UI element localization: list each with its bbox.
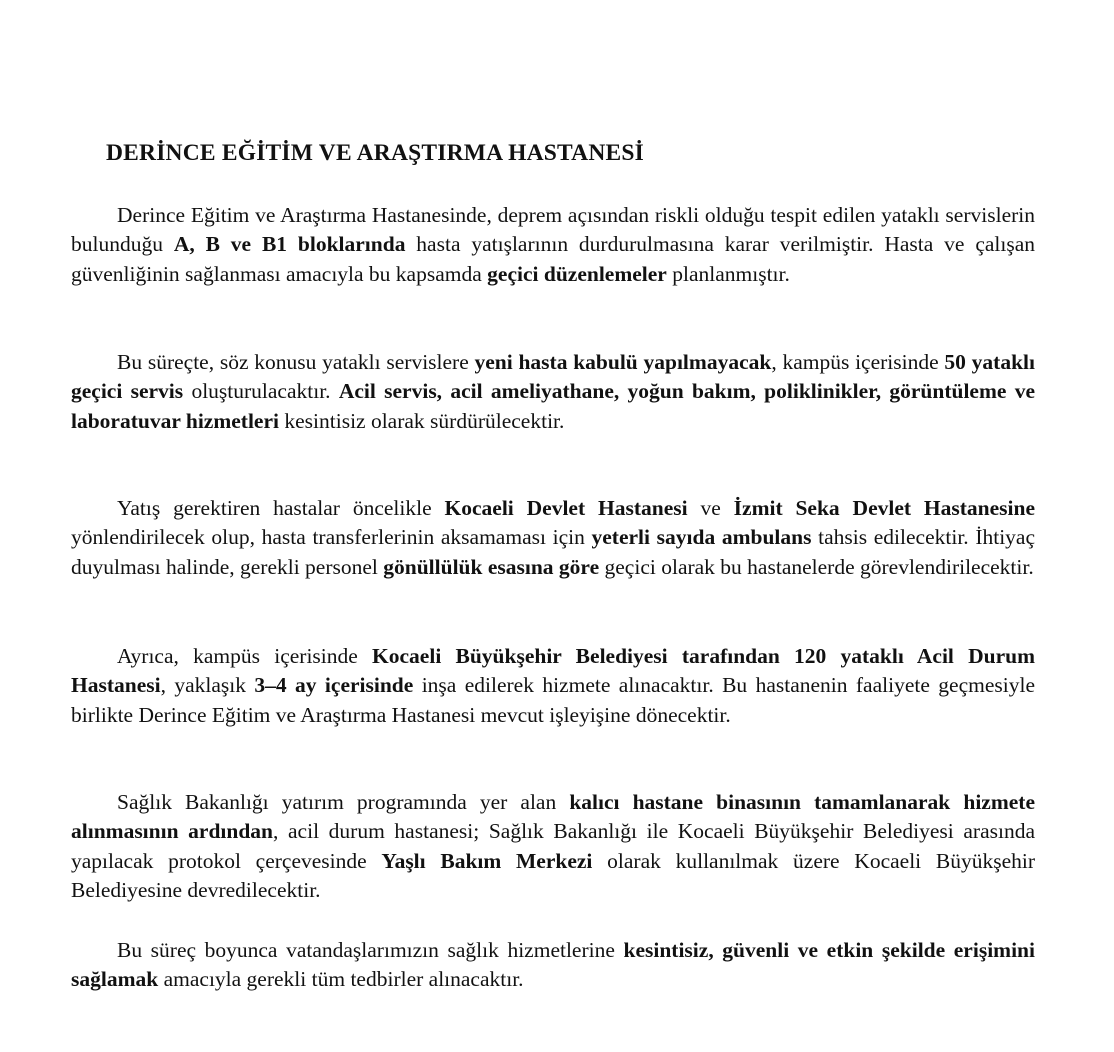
- text-run: , kampüs içerisinde: [771, 350, 945, 374]
- bold-text-run: Acil servis, acil ameliyathane, yoğun bakım, poliklinikler, görüntüleme ve laboratuvar hizmetleri: [71, 379, 1035, 433]
- text-run: oluşturulacaktır.: [183, 379, 339, 404]
- bold-text-run: gönüllülük esasına göre: [383, 554, 600, 579]
- text-run: Yatış gerektiren hastalar öncelikle: [117, 496, 445, 520]
- bold-text-run: yeni hasta kabulü yapılmayacak: [474, 350, 772, 374]
- bold-text-run: yeterli sayıda ambulans: [591, 525, 812, 550]
- bold-text-run: kalıcı hastane binasının tamamlanarak hizmete alınmasının ardından: [71, 790, 1035, 844]
- text-run: Sağlık Bakanlığı yatırım programında yer alan: [117, 790, 570, 814]
- text-run: Ayrıca, kampüs içerisinde: [117, 644, 373, 668]
- bold-text-run: 50 yataklı geçici servis: [71, 350, 1035, 404]
- paragraph-1: [71, 201, 1035, 289]
- text-run: kesintisiz olarak sürdürülecektir.: [279, 408, 565, 433]
- text-run: amacıyla gerekli tüm tedbirler alınacaktır.: [158, 967, 524, 992]
- text-run: ve: [687, 496, 734, 520]
- paragraph-6: [71, 936, 1035, 995]
- text-run: geçici olarak bu hastanelerde görevlendirilecektir.: [599, 554, 1034, 579]
- text-run: , acil durum hastanesi; Sağlık Bakanlığı ile Kocaeli Büyükşehir Belediyesi arasında yapılacak protokol çerçevesinde: [71, 819, 1035, 873]
- text-run: hasta yatışlarının durdurulmasına karar verilmiştir. Hasta ve çalışan güvenliğinin sağlanması amacıyla bu kapsamda: [71, 232, 1036, 286]
- text-run: Bu süreç boyunca vatandaşlarımızın sağlık hizmetlerine: [117, 938, 624, 962]
- bold-text-run: Kocaeli Devlet Hastanesi: [444, 496, 688, 520]
- bold-text-run: İzmit Seka Devlet Hastanesine: [733, 496, 1036, 520]
- text-run: Derince Eğitim ve Araştırma Hastanesinde, deprem açısından riskli olduğu tespit edilen yataklı servislerin bulunduğu: [71, 203, 1035, 257]
- paragraph-2: [71, 348, 1035, 436]
- text-run: yönlendirilecek olup, hasta transferlerinin aksamaması için: [71, 525, 592, 550]
- text-run: tahsis edilecektir. İhtiyaç duyulması halinde, gerekli personel: [71, 525, 1036, 579]
- text-run: olarak kullanılmak üzere Kocaeli Büyükşehir Belediyesine devredilecektir.: [71, 848, 1035, 902]
- paragraph-3: [71, 494, 1035, 582]
- bold-text-run: Kocaeli Büyükşehir Belediyesi tarafından 120 yataklı Acil Durum Hastanesi: [71, 644, 1036, 698]
- paragraph-4: [71, 642, 1035, 730]
- text-run: inşa edilerek hizmete alınacaktır. Bu hastanenin faaliyete geçmesiyle birlikte Derince Eğitim ve Araştırma Hastanesi mevcut işleyişine dönecektir.: [71, 673, 1035, 727]
- text-run: Bu süreçte, söz konusu yataklı servislere: [117, 350, 475, 374]
- paragraph-5: [71, 788, 1035, 905]
- text-run: , yaklaşık: [160, 673, 255, 698]
- bold-text-run: A, B ve B1 bloklarında: [173, 232, 406, 257]
- bold-text-run: kesintisiz, güvenli ve etkin şekilde erişimini sağlamak: [71, 938, 1035, 992]
- bold-text-run: 3–4 ay içerisinde: [254, 673, 414, 698]
- text-run: planlanmıştır.: [666, 261, 790, 286]
- document-title: DERİNCE EĞİTİM VE ARAŞTIRMA HASTANESİ: [106, 140, 645, 166]
- bold-text-run: geçici düzenlemeler: [487, 261, 667, 286]
- bold-text-run: Yaşlı Bakım Merkezi: [381, 848, 593, 873]
